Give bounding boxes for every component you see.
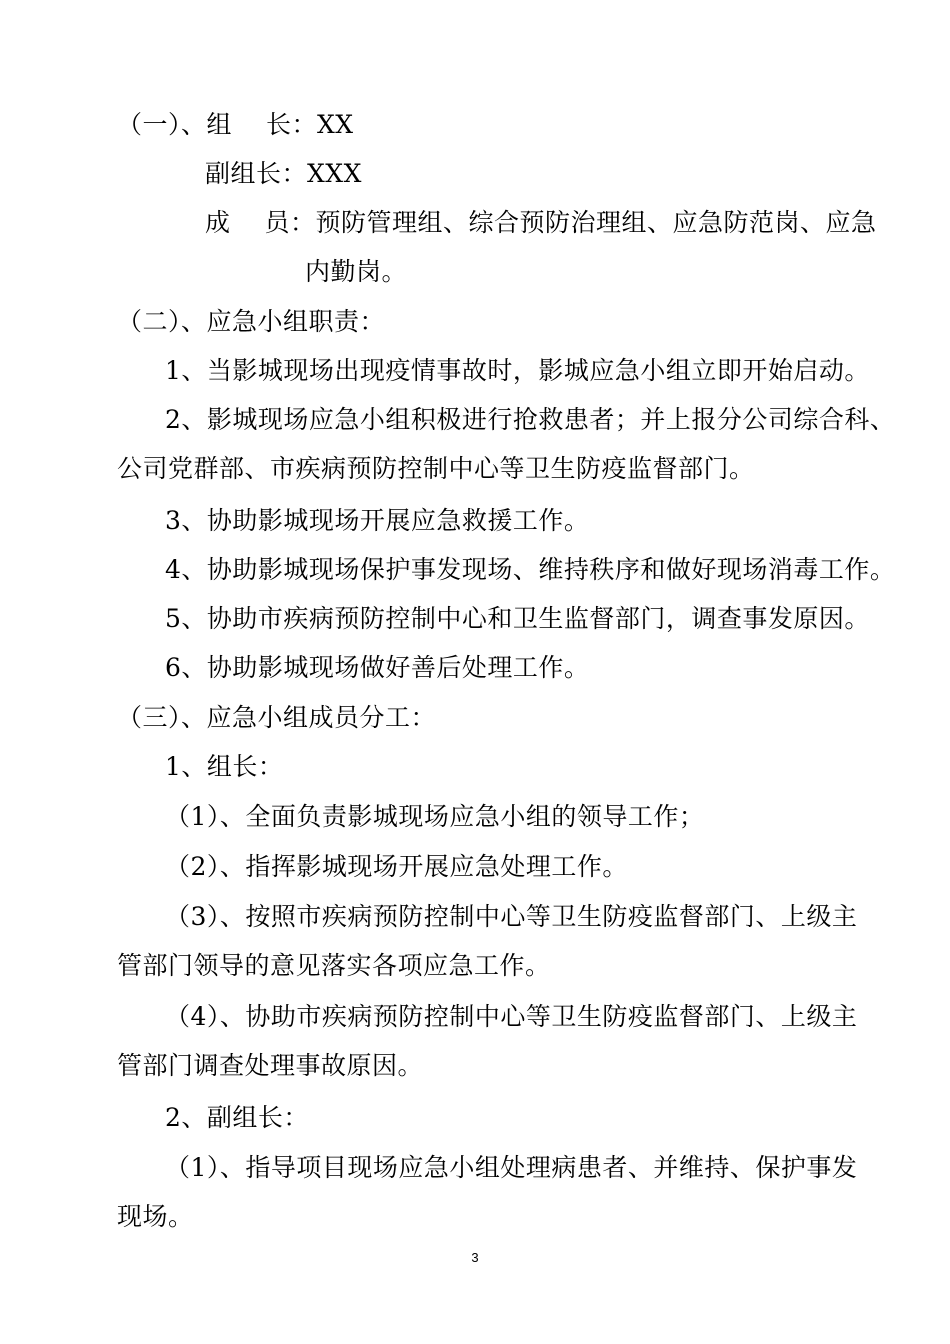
section-3-leader-duty-4: （4）、协助市疾病预防控制中心等卫生防疫监督部门、上级主: [165, 1002, 858, 1031]
section-3-leader-duty-2: （2）、指挥影城现场开展应急处理工作。: [165, 852, 628, 881]
section-2-item-5: 5、协助市疾病预防控制中心和卫生监督部门，调查事发原因。: [165, 604, 870, 633]
page-number: 3: [471, 1250, 479, 1265]
section-3-leader-title: 1、组长：: [165, 752, 284, 781]
section-1-leader: （一）、组 长：XX: [117, 110, 354, 139]
section-2-item-4: 4、协助影城现场保护事发现场、维持秩序和做好现场消毒工作。: [165, 555, 896, 584]
section-2-item-1: 1、当影城现场出现疫情事故时，影城应急小组立即开始启动。: [165, 356, 870, 385]
section-3-deputy-duty-1: （1）、指导项目现场应急小组处理病患者、并维持、保护事发: [165, 1153, 858, 1182]
section-2-heading: （二）、应急小组职责：: [117, 307, 386, 336]
section-3-heading: （三）、应急小组成员分工：: [117, 703, 437, 732]
section-3-leader-duty-1: （1）、全面负责影城现场应急小组的领导工作；: [165, 802, 705, 831]
section-3-deputy-title: 2、副组长：: [165, 1103, 309, 1132]
section-2-item-6: 6、协助影城现场做好善后处理工作。: [165, 653, 590, 682]
section-1-members-cont: 内勤岗。: [305, 257, 408, 286]
section-2-item-2-cont: 公司党群部、市疾病预防控制中心等卫生防疫监督部门。: [117, 454, 755, 483]
section-3-deputy-duty-1-cont: 现场。: [117, 1202, 194, 1231]
section-2-item-3: 3、协助影城现场开展应急救援工作。: [165, 506, 590, 535]
section-3-leader-duty-3: （3）、按照市疾病预防控制中心等卫生防疫监督部门、上级主: [165, 902, 858, 931]
section-3-leader-duty-4-cont: 管部门调查处理事故原因。: [117, 1051, 424, 1080]
section-2-item-2: 2、影城现场应急小组积极进行抢救患者；并上报分公司综合科、: [165, 405, 896, 434]
section-1-deputy: 副组长：XXX: [205, 159, 362, 188]
section-1-members: 成 员：预防管理组、综合预防治理组、应急防范岗、应急: [205, 208, 877, 237]
section-3-leader-duty-3-cont: 管部门领导的意见落实各项应急工作。: [117, 951, 551, 980]
